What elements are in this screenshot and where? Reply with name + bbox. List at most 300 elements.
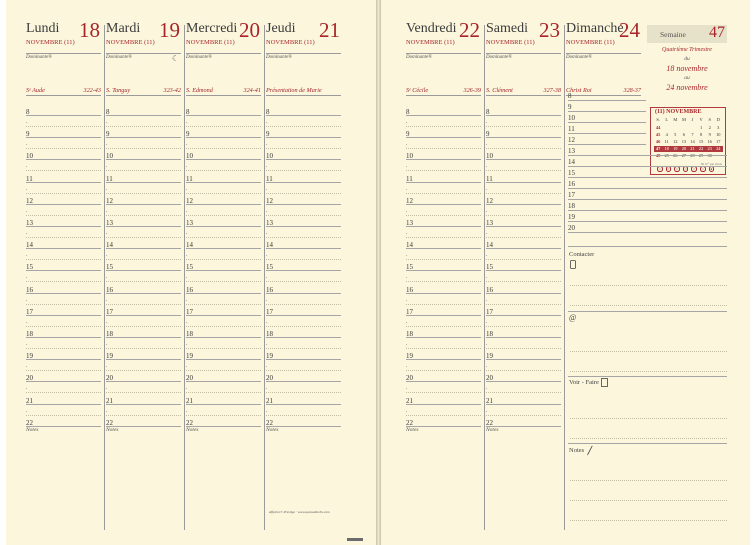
day-name: Lundi xyxy=(26,21,60,36)
dominante-label: Dominante® xyxy=(406,55,433,60)
hour-label: 9 xyxy=(486,130,490,139)
mini-calendar-day: 13 xyxy=(681,139,687,144)
hour-line xyxy=(106,381,181,382)
hour-line xyxy=(486,182,561,183)
hour-row[interactable] xyxy=(186,171,261,193)
half-hour-dot: . xyxy=(26,407,28,414)
mini-calendar-week-number: 45 xyxy=(655,132,661,137)
day-header xyxy=(186,19,261,49)
hour-label: 11 xyxy=(486,174,493,183)
hour-row[interactable] xyxy=(106,393,181,415)
day-column xyxy=(563,19,643,519)
hour-row[interactable] xyxy=(486,304,561,326)
moon-phase-icon: ○ xyxy=(675,167,678,171)
half-hour-dot: . xyxy=(186,185,188,192)
hour-label: 18 xyxy=(266,330,273,338)
sunday-hour-line[interactable] xyxy=(568,188,727,189)
hour-row[interactable] xyxy=(106,215,181,237)
hour-line xyxy=(406,337,481,338)
half-hour-dot: . xyxy=(26,141,28,148)
day-header xyxy=(106,19,181,49)
hour-row[interactable] xyxy=(186,348,261,370)
hour-row[interactable] xyxy=(406,215,481,237)
hour-row[interactable] xyxy=(266,126,341,148)
sunday-hour-line[interactable] xyxy=(568,166,727,167)
hour-row[interactable] xyxy=(26,126,101,148)
hour-row[interactable] xyxy=(26,104,101,126)
hour-line xyxy=(266,315,341,316)
half-hour-dot: . xyxy=(486,163,488,170)
day-month: NOVEMBRE (11) xyxy=(266,39,315,46)
saint-name: Christ Roi xyxy=(566,87,592,94)
day-of-year: 326-39 xyxy=(463,87,481,94)
hour-row[interactable] xyxy=(266,259,341,281)
hour-row[interactable] xyxy=(186,259,261,281)
dominante-label: Dominante® xyxy=(186,55,213,60)
hour-label: 22 xyxy=(406,418,413,427)
day-of-year: 328-37 xyxy=(623,87,641,94)
hour-line xyxy=(266,404,341,405)
hour-line xyxy=(106,270,181,271)
mini-calendar-week xyxy=(654,153,723,159)
mini-calendar-day xyxy=(714,153,722,159)
hour-row[interactable] xyxy=(106,304,181,326)
hour-line xyxy=(26,293,101,294)
hour-row[interactable] xyxy=(26,148,101,170)
hour-line xyxy=(406,204,481,205)
pencil-icon xyxy=(586,445,593,456)
writing-line[interactable] xyxy=(570,351,727,352)
half-hour-dot: . xyxy=(266,230,268,236)
hour-label: 20 xyxy=(266,374,273,383)
half-hour-dot: . xyxy=(106,363,108,370)
hour-row[interactable] xyxy=(486,370,561,392)
hour-label: 17 xyxy=(106,307,113,316)
half-hour-dot: . xyxy=(486,385,488,392)
hour-line xyxy=(406,293,481,294)
writing-line[interactable] xyxy=(570,500,727,501)
day-name: Dimanche xyxy=(566,21,624,36)
hour-line xyxy=(486,404,561,405)
half-hour-dot: . xyxy=(266,363,268,370)
half-hour-dot: . xyxy=(26,385,28,392)
hour-label: 10 xyxy=(406,152,413,161)
hour-label: 15 xyxy=(186,263,193,272)
hour-row[interactable] xyxy=(486,193,561,215)
half-hour-dot: . xyxy=(406,318,408,325)
sunday-hour-line[interactable] xyxy=(568,232,727,233)
sunday-hour-line[interactable] xyxy=(568,144,646,145)
hour-row[interactable] xyxy=(266,326,341,348)
hour-row[interactable] xyxy=(266,348,341,370)
sunday-hour-line[interactable] xyxy=(568,199,727,200)
sunday-hour-line[interactable] xyxy=(568,221,727,222)
hour-line xyxy=(486,315,561,316)
mini-calendar-day xyxy=(671,125,679,131)
header-rule xyxy=(186,53,261,54)
day-number: 18 xyxy=(79,18,100,42)
hour-row[interactable] xyxy=(186,126,261,148)
writing-line[interactable] xyxy=(570,371,727,372)
half-hour-dot: . xyxy=(26,163,28,170)
hour-row[interactable] xyxy=(26,393,101,415)
hour-label: 13 xyxy=(106,219,113,227)
hour-row[interactable] xyxy=(26,370,101,392)
hour-line xyxy=(406,115,481,116)
hour-row[interactable] xyxy=(266,415,341,437)
half-hour-dot: . xyxy=(106,274,108,281)
half-hour-dot: . xyxy=(266,318,268,325)
half-hour-dot: . xyxy=(106,207,108,214)
hour-row[interactable] xyxy=(26,259,101,281)
half-hour-dot: . xyxy=(186,230,188,236)
mini-calendar-day: 8 xyxy=(699,132,703,137)
hour-label: 8 xyxy=(106,108,110,116)
sunday-hour-line[interactable] xyxy=(568,177,727,178)
hour-label: 21 xyxy=(486,396,493,405)
hour-line xyxy=(406,381,481,382)
hour-label: 21 xyxy=(266,396,273,405)
half-hour-dot: . xyxy=(266,163,268,170)
hour-line xyxy=(186,226,261,227)
hour-row[interactable] xyxy=(406,148,481,170)
hour-label: 10 xyxy=(486,152,493,161)
writing-line[interactable] xyxy=(570,305,727,306)
mini-calendar xyxy=(650,107,726,175)
hour-line xyxy=(186,293,261,294)
hour-line xyxy=(486,159,561,160)
sunday-hour-line[interactable] xyxy=(568,100,646,101)
hour-row[interactable] xyxy=(186,393,261,415)
sunday-hour-line[interactable] xyxy=(568,155,727,156)
mini-calendar-day: 15 xyxy=(698,139,704,144)
hour-line xyxy=(106,315,181,316)
hour-row[interactable] xyxy=(26,415,101,437)
hour-row[interactable] xyxy=(186,370,261,392)
hour-row[interactable] xyxy=(106,237,181,259)
half-hour-dot: . xyxy=(26,274,28,281)
moon-phase-icon: ○ xyxy=(667,167,670,171)
hour-row[interactable] xyxy=(266,370,341,392)
hour-row[interactable] xyxy=(106,415,181,437)
mini-calendar-week-number: 48 xyxy=(655,153,661,158)
hour-row[interactable] xyxy=(186,193,261,215)
hour-row[interactable] xyxy=(186,282,261,304)
section-divider xyxy=(568,376,727,377)
hour-row[interactable] xyxy=(486,259,561,281)
hour-row[interactable] xyxy=(266,148,341,170)
dominante-label: Dominante® xyxy=(26,55,53,60)
mini-calendar-day: 23 xyxy=(707,146,712,151)
header-rule xyxy=(486,53,561,54)
hour-row[interactable] xyxy=(106,370,181,392)
hour-row[interactable] xyxy=(486,215,561,237)
writing-line[interactable] xyxy=(570,418,727,419)
day-column xyxy=(403,19,483,519)
hour-row[interactable] xyxy=(106,148,181,170)
hour-label: 13 xyxy=(266,219,273,227)
hour-line xyxy=(486,359,561,360)
sunday-hour-line[interactable] xyxy=(568,133,646,134)
sunday-hour-line[interactable] xyxy=(568,210,727,211)
hour-label: 14 xyxy=(186,241,193,250)
half-hour-dot: . xyxy=(406,119,408,125)
hour-row[interactable] xyxy=(26,326,101,348)
hour-row[interactable] xyxy=(266,215,341,237)
mini-calendar-week xyxy=(654,139,723,145)
hour-row[interactable] xyxy=(186,326,261,348)
hour-row[interactable] xyxy=(406,282,481,304)
hour-row[interactable] xyxy=(486,126,561,148)
hour-row[interactable] xyxy=(406,237,481,259)
hour-label: 15 xyxy=(266,263,273,272)
day-name: Vendredi xyxy=(406,21,457,36)
header-rule xyxy=(566,53,641,54)
mini-calendar-weekday: M xyxy=(681,117,686,122)
hour-row[interactable] xyxy=(266,104,341,126)
hour-label: 14 xyxy=(106,241,113,250)
hour-row[interactable] xyxy=(186,415,261,437)
voir-faire-label: Voir - Faire xyxy=(569,379,599,386)
dominante-label: Dominante® xyxy=(566,55,593,60)
hour-line xyxy=(406,137,481,138)
sunday-hour-line[interactable] xyxy=(568,122,646,123)
hour-row[interactable] xyxy=(106,193,181,215)
hour-row[interactable] xyxy=(486,415,561,437)
writing-line[interactable] xyxy=(570,480,727,481)
mini-calendar-weekday: J xyxy=(691,117,694,122)
half-hour-dot: . xyxy=(486,119,488,125)
hour-row[interactable] xyxy=(106,126,181,148)
hour-line xyxy=(406,182,481,183)
half-hour-dot: . xyxy=(26,230,28,236)
hour-row[interactable] xyxy=(266,282,341,304)
hour-line xyxy=(186,270,261,271)
moon-phase-icon: ○ xyxy=(658,167,661,171)
hour-row[interactable] xyxy=(486,393,561,415)
mini-calendar-day: 14 xyxy=(690,139,695,144)
hour-row[interactable] xyxy=(266,393,341,415)
hour-label: 10 xyxy=(266,152,273,161)
hour-row[interactable] xyxy=(106,104,181,126)
mini-calendar-day: 9 xyxy=(708,132,711,137)
hour-label: 13 xyxy=(406,219,413,227)
day-number: 22 xyxy=(459,18,480,42)
hour-label: 9 xyxy=(106,130,110,139)
hour-line xyxy=(186,248,261,249)
half-hour-dot: . xyxy=(266,274,268,281)
mini-calendar-day: 11 xyxy=(664,139,669,144)
hour-row[interactable] xyxy=(486,237,561,259)
hour-line xyxy=(266,293,341,294)
moon-phase-icon: ○ xyxy=(701,167,704,171)
hour-line xyxy=(406,248,481,249)
hour-line xyxy=(106,248,181,249)
saint-name: S. Edmond xyxy=(186,87,213,94)
moon-phase-icon: ○ xyxy=(693,167,696,171)
hour-row[interactable] xyxy=(186,148,261,170)
hour-row[interactable] xyxy=(406,415,481,437)
hour-line xyxy=(486,381,561,382)
hour-label: 16 xyxy=(26,285,33,294)
hour-line xyxy=(266,270,341,271)
hour-row[interactable] xyxy=(106,348,181,370)
hour-row[interactable] xyxy=(406,393,481,415)
hour-label: 12 xyxy=(486,196,493,205)
hour-row[interactable] xyxy=(266,304,341,326)
hour-row[interactable] xyxy=(26,215,101,237)
hour-row[interactable] xyxy=(486,326,561,348)
day-number: 20 xyxy=(239,18,260,42)
hour-line xyxy=(106,293,181,294)
hour-line xyxy=(106,226,181,227)
hour-row[interactable] xyxy=(406,126,481,148)
hour-row[interactable] xyxy=(486,282,561,304)
hour-label: 16 xyxy=(406,285,413,294)
half-hour-dot: . xyxy=(106,141,108,148)
half-hour-dot: . xyxy=(486,407,488,414)
hour-label: 8 xyxy=(406,108,410,116)
sunday-hour-line[interactable] xyxy=(568,111,646,112)
hour-row[interactable] xyxy=(486,348,561,370)
day-of-year: 323-42 xyxy=(163,87,181,94)
half-hour-dot: . xyxy=(186,274,188,281)
quarter-from: 18 novembre xyxy=(666,64,708,73)
hour-row[interactable] xyxy=(26,171,101,193)
hour-row[interactable] xyxy=(186,304,261,326)
mini-calendar-weekday: M xyxy=(673,117,678,122)
hour-line xyxy=(26,137,101,138)
hour-label: 22 xyxy=(186,418,193,427)
hour-row[interactable] xyxy=(266,193,341,215)
hour-label: 16 xyxy=(266,285,273,294)
mini-calendar-day: 12 xyxy=(673,139,678,144)
hour-line xyxy=(266,115,341,116)
half-hour-dot: . xyxy=(266,185,268,192)
hour-label: 15 xyxy=(26,263,33,272)
saint-name: Présentation de Marie xyxy=(266,87,322,94)
hour-row[interactable] xyxy=(26,282,101,304)
phone-icon xyxy=(570,260,576,269)
hour-label: 17 xyxy=(406,307,413,316)
hour-line xyxy=(186,115,261,116)
half-hour-dot: . xyxy=(26,207,28,214)
half-hour-dot: . xyxy=(26,252,28,259)
half-hour-dot: . xyxy=(406,230,408,236)
day-header xyxy=(566,19,641,49)
hour-row[interactable] xyxy=(406,259,481,281)
half-hour-dot: . xyxy=(106,163,108,170)
hour-label: 19 xyxy=(186,352,193,361)
day-month: NOVEMBRE (11) xyxy=(186,39,235,46)
mini-calendar-week xyxy=(654,146,723,152)
hour-row[interactable] xyxy=(266,237,341,259)
day-name: Jeudi xyxy=(266,21,296,36)
hour-row[interactable] xyxy=(406,304,481,326)
hour-row[interactable] xyxy=(486,171,561,193)
hour-label: 11 xyxy=(186,174,193,183)
hour-label: 17 xyxy=(486,307,493,316)
hour-label: 8 xyxy=(26,108,30,116)
writing-line[interactable] xyxy=(570,520,727,521)
sunday-hour-label: 15 xyxy=(568,169,575,177)
contacter-label: Contacter xyxy=(569,251,595,258)
hour-label: 12 xyxy=(266,196,273,205)
hour-row[interactable] xyxy=(26,348,101,370)
saint-row xyxy=(186,85,261,96)
hour-line xyxy=(486,137,561,138)
hour-label: 13 xyxy=(186,219,193,227)
hour-row[interactable] xyxy=(406,370,481,392)
mini-calendar-day: 27 xyxy=(681,153,687,158)
hour-row[interactable] xyxy=(406,104,481,126)
half-hour-dot: . xyxy=(266,119,268,125)
sunday-hour-label: 16 xyxy=(568,180,575,188)
hour-row[interactable] xyxy=(486,104,561,126)
half-hour-dot: . xyxy=(26,363,28,370)
column-divider xyxy=(184,25,185,530)
hour-row[interactable] xyxy=(106,326,181,348)
hour-row[interactable] xyxy=(106,259,181,281)
hour-label: 9 xyxy=(266,130,270,139)
quarter-au: au xyxy=(684,75,690,81)
writing-line[interactable] xyxy=(570,438,727,439)
half-hour-dot: . xyxy=(186,207,188,214)
hour-row[interactable] xyxy=(406,348,481,370)
hour-label: 14 xyxy=(406,241,413,250)
half-hour-dot: . xyxy=(106,230,108,236)
day-name: Samedi xyxy=(486,21,528,36)
day-column xyxy=(103,19,183,519)
hour-row[interactable] xyxy=(186,215,261,237)
hour-row[interactable] xyxy=(406,326,481,348)
hour-line xyxy=(26,204,101,205)
hour-line xyxy=(186,337,261,338)
hour-row[interactable] xyxy=(26,304,101,326)
hour-row[interactable] xyxy=(266,171,341,193)
hour-line xyxy=(26,226,101,227)
hour-line xyxy=(486,337,561,338)
half-hour-dot: . xyxy=(266,296,268,303)
hour-row[interactable] xyxy=(186,104,261,126)
hour-row[interactable] xyxy=(486,148,561,170)
hour-label: 9 xyxy=(186,130,190,139)
half-hour-dot: . xyxy=(406,363,408,370)
writing-line[interactable] xyxy=(570,285,727,286)
notes-label: Notes xyxy=(26,427,39,433)
saint-row xyxy=(26,85,101,96)
hour-row[interactable] xyxy=(406,171,481,193)
hour-row[interactable] xyxy=(26,193,101,215)
half-hour-dot: . xyxy=(106,252,108,259)
hour-row[interactable] xyxy=(186,237,261,259)
sunday-hour-label: 18 xyxy=(568,202,575,210)
hour-label: 20 xyxy=(106,374,113,383)
hour-row[interactable] xyxy=(406,193,481,215)
hour-row[interactable] xyxy=(26,237,101,259)
hour-row[interactable] xyxy=(106,171,181,193)
half-hour-dot: . xyxy=(106,341,108,347)
hour-row[interactable] xyxy=(106,282,181,304)
hour-label: 16 xyxy=(486,285,493,294)
hour-label: 8 xyxy=(186,108,190,116)
half-hour-dot: . xyxy=(486,363,488,370)
hour-line xyxy=(266,159,341,160)
sunday-hour-label: 19 xyxy=(568,213,575,221)
hour-line xyxy=(406,226,481,227)
quarter-label: Quatrième Trimestre xyxy=(662,47,712,53)
notes-label: Notes xyxy=(266,427,279,433)
